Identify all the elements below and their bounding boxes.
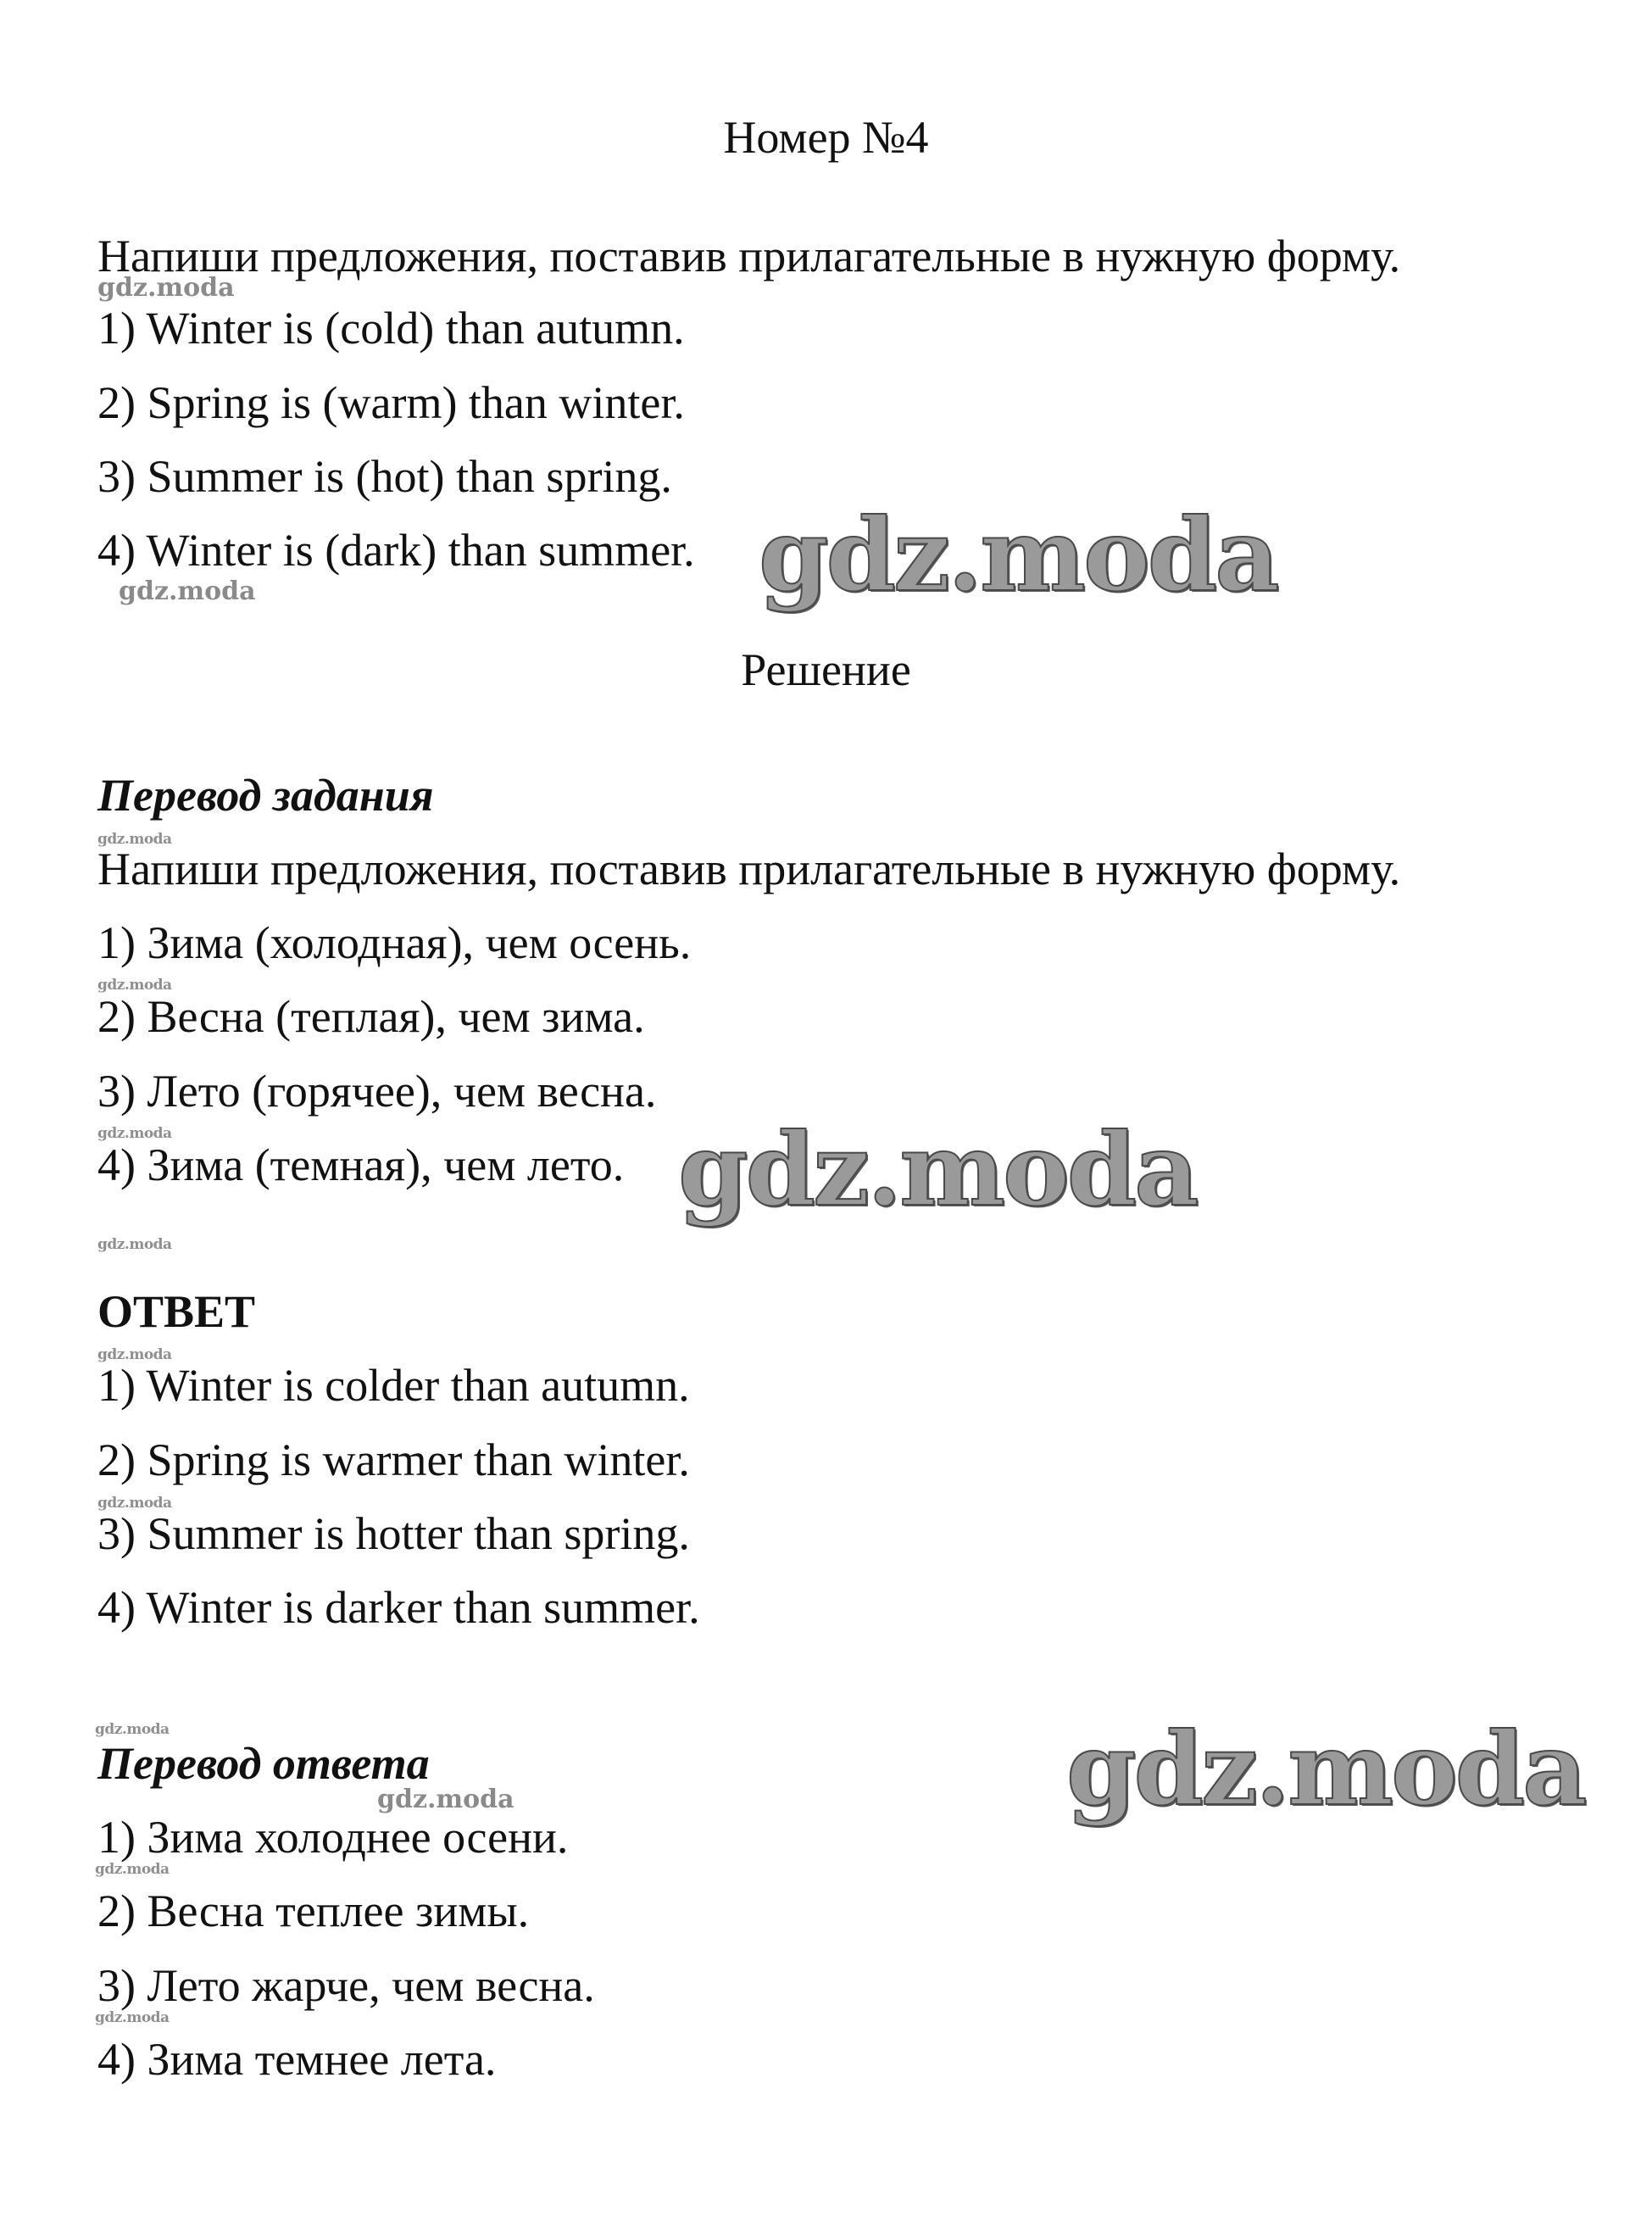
task-item-1: 1) Winter is (cold) than autumn. [97, 303, 685, 354]
answer-translation-item-3: 3) Лето жарче, чем весна. [97, 1960, 595, 2011]
watermark-small: gdz.moda [95, 1861, 170, 1878]
answer-heading: ОТВЕТ [97, 1286, 256, 1337]
page-title: Номер №4 [723, 112, 929, 163]
translation-item-1: 1) Зима (холодная), чем осень. [97, 917, 692, 968]
translation-item-3: 3) Лето (горячее), чем весна. [97, 1066, 657, 1117]
watermark-medium: gdz.moda [377, 1785, 515, 1814]
watermark-large: gdz.moda [1066, 1710, 1585, 1828]
translation-item-4: 4) Зима (темная), чем лето. [97, 1139, 625, 1190]
task-instruction: Напиши предложения, поставив прилагательные в нужную форму. [97, 231, 1401, 281]
answer-translation-item-2: 2) Весна теплее зимы. [97, 1885, 530, 1936]
watermark-small: gdz.moda [95, 1721, 170, 1738]
watermark-large: gdz.moda [678, 1111, 1197, 1228]
watermark-medium: gdz.moda [119, 576, 256, 606]
task-item-4: 4) Winter is (dark) than summer. [97, 525, 695, 576]
task-item-2: 2) Spring is (warm) than winter. [97, 377, 685, 428]
watermark-small: gdz.moda [97, 1346, 172, 1363]
watermark-small: gdz.moda [97, 1125, 172, 1142]
translation-instruction: Напиши предложения, поставив прилагательные в нужную форму. [97, 844, 1401, 894]
watermark-large: gdz.moda [759, 496, 1277, 614]
task-item-3: 3) Summer is (hot) than spring. [97, 451, 672, 502]
watermark-small: gdz.moda [97, 1495, 172, 1512]
answer-item-1: 1) Winter is colder than autumn. [97, 1360, 690, 1411]
answer-translation-item-4: 4) Зима темнее лета. [97, 2034, 497, 2085]
watermark-small: gdz.moda [97, 1236, 172, 1253]
answer-translation-item-1: 1) Зима холоднее осени. [97, 1812, 569, 1863]
solution-label: Решение [741, 644, 911, 695]
watermark-small: gdz.moda [95, 2009, 170, 2026]
watermark-medium: gdz.moda [97, 273, 235, 303]
answer-item-2: 2) Spring is warmer than winter. [97, 1434, 690, 1485]
answer-item-4: 4) Winter is darker than summer. [97, 1582, 700, 1633]
answer-translation-heading: Перевод ответа [97, 1738, 430, 1789]
answer-item-3: 3) Summer is hotter than spring. [97, 1508, 690, 1559]
translation-item-2: 2) Весна (теплая), чем зима. [97, 991, 645, 1042]
watermark-small: gdz.moda [97, 977, 172, 994]
watermark-small: gdz.moda [97, 831, 172, 848]
translation-heading: Перевод задания [97, 770, 434, 821]
